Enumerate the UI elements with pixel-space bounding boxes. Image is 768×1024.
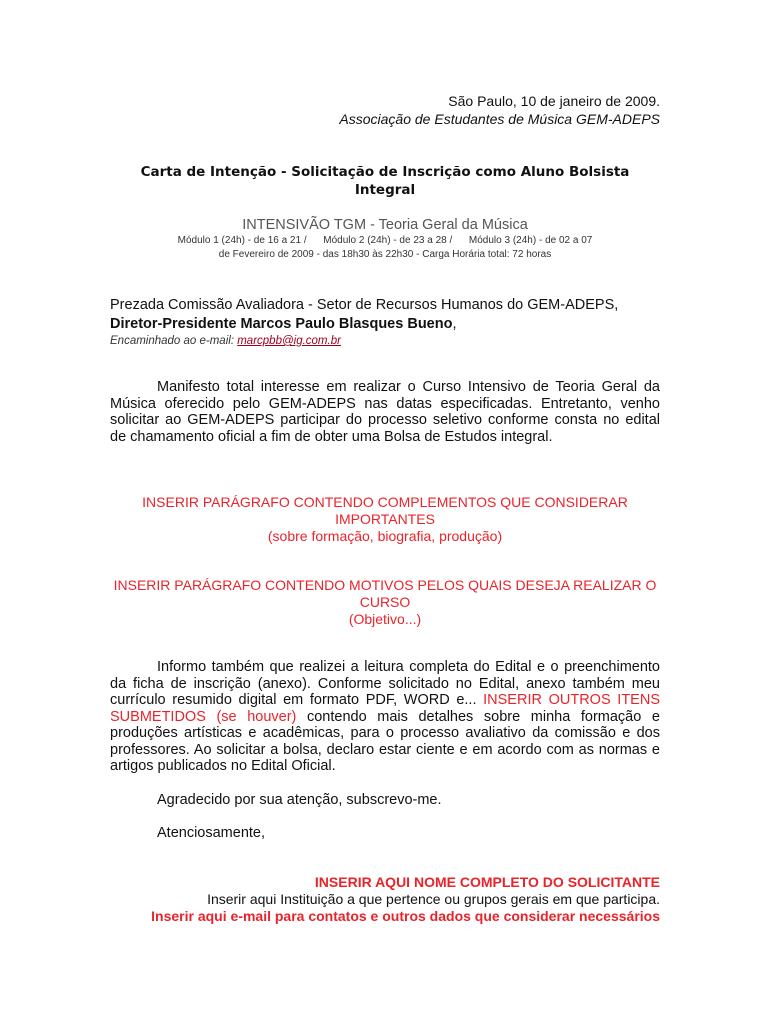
forward-label: Encaminhado ao e-mail:	[110, 335, 238, 347]
forward-email-link[interactable]: marcpbb@ig.com.br	[237, 335, 341, 347]
thanks-line: Agradecido por sua atenção, subscrevo-me.	[157, 792, 442, 808]
placeholder-motives-hint: (Objetivo...)	[348, 611, 422, 627]
placeholder-motives-title: INSERIR PARÁGRAFO CONTENDO MOTIVOS PELOS QUAIS DESEJA REALIZAR O CURSO	[113, 577, 657, 610]
greeting-line: Prezada Comissão Avaliadora - Setor de Recursos Humanos do GEM-ADEPS,	[110, 297, 619, 313]
placeholder-signer-institution: Inserir aqui Instituição a que pertence ou grupos gerais em que participa.	[207, 891, 660, 907]
placeholder-signer-email: Inserir aqui e-mail para contatos e outros dados que considerar necessários	[151, 908, 660, 924]
course-name: INTENSIVÃO TGM - Teoria Geral da Música	[242, 217, 528, 233]
regards-line: Atenciosamente,	[157, 825, 266, 841]
course-modules-line1: Módulo 1 (24h) - de 16 a 21 / Módulo 2 (24h) - de 23 a 28 / Módulo 3 (24h) - de 02 a 07	[177, 235, 593, 246]
paragraph-edital	[110, 659, 660, 775]
place-date: São Paulo, 10 de janeiro de 2009.	[448, 93, 660, 109]
placeholder-signer-name: INSERIR AQUI NOME COMPLETO DO SOLICITANTE	[314, 874, 660, 890]
paragraph-edital-end: contendo mais detalhes sobre minha formação e produções artísticas e acadêmicas, para o processo avaliativo da comissão e dos professores. Ao solicitar a bolsa, declaro estar ciente e em acordo com as normas e artigos publicados no Edital Oficial.	[110, 708, 660, 774]
placeholder-complements-hint: (sobre formação, biografia, produção)	[267, 528, 503, 544]
placeholder-other-items: INSERIR OUTROS ITENS SUBMETIDOS (se houver)	[110, 692, 660, 725]
institution-name: Associação de Estudantes de Música GEM-ADEPS	[339, 111, 660, 127]
letter-header	[110, 92, 660, 128]
director-name: Diretor-Presidente Marcos Paulo Blasques Bueno	[110, 316, 453, 332]
paragraph-interest: Manifesto total interesse em realizar o Curso Intensivo de Teoria Geral da Música oferecido pelo GEM-ADEPS nas datas especificadas. Entretanto, venho solicitar ao GEM-ADEPS participar do processo seletivo conforme consta no edital de chamamento oficial a fim de obter uma Bolsa de Estudos integral.	[110, 379, 660, 445]
director-suffix: ,	[452, 316, 457, 332]
signature-block	[110, 874, 660, 925]
placeholder-complements-title: INSERIR PARÁGRAFO CONTENDO COMPLEMENTOS QUE CONSIDERAR IMPORTANTES	[142, 494, 628, 527]
letter-title: Carta de Intenção - Solicitação de Inscrição como Aluno Bolsista Integral	[140, 164, 630, 198]
course-info	[110, 216, 660, 262]
course-modules-line2: de Fevereiro de 2009 - das 18h30 às 22h30 - Carga Horária total: 72 horas	[218, 249, 552, 260]
placeholder-motives	[110, 577, 660, 628]
greeting	[110, 296, 660, 349]
placeholder-complements	[110, 494, 660, 545]
paragraph-edital-start: Informo também que realizei a leitura completa do Edital e o preenchimento da ficha de inscrição (anexo). Conforme solicitado no Edital, anexo também meu currículo resumido digital em formato PDF, WORD e...	[110, 659, 660, 708]
